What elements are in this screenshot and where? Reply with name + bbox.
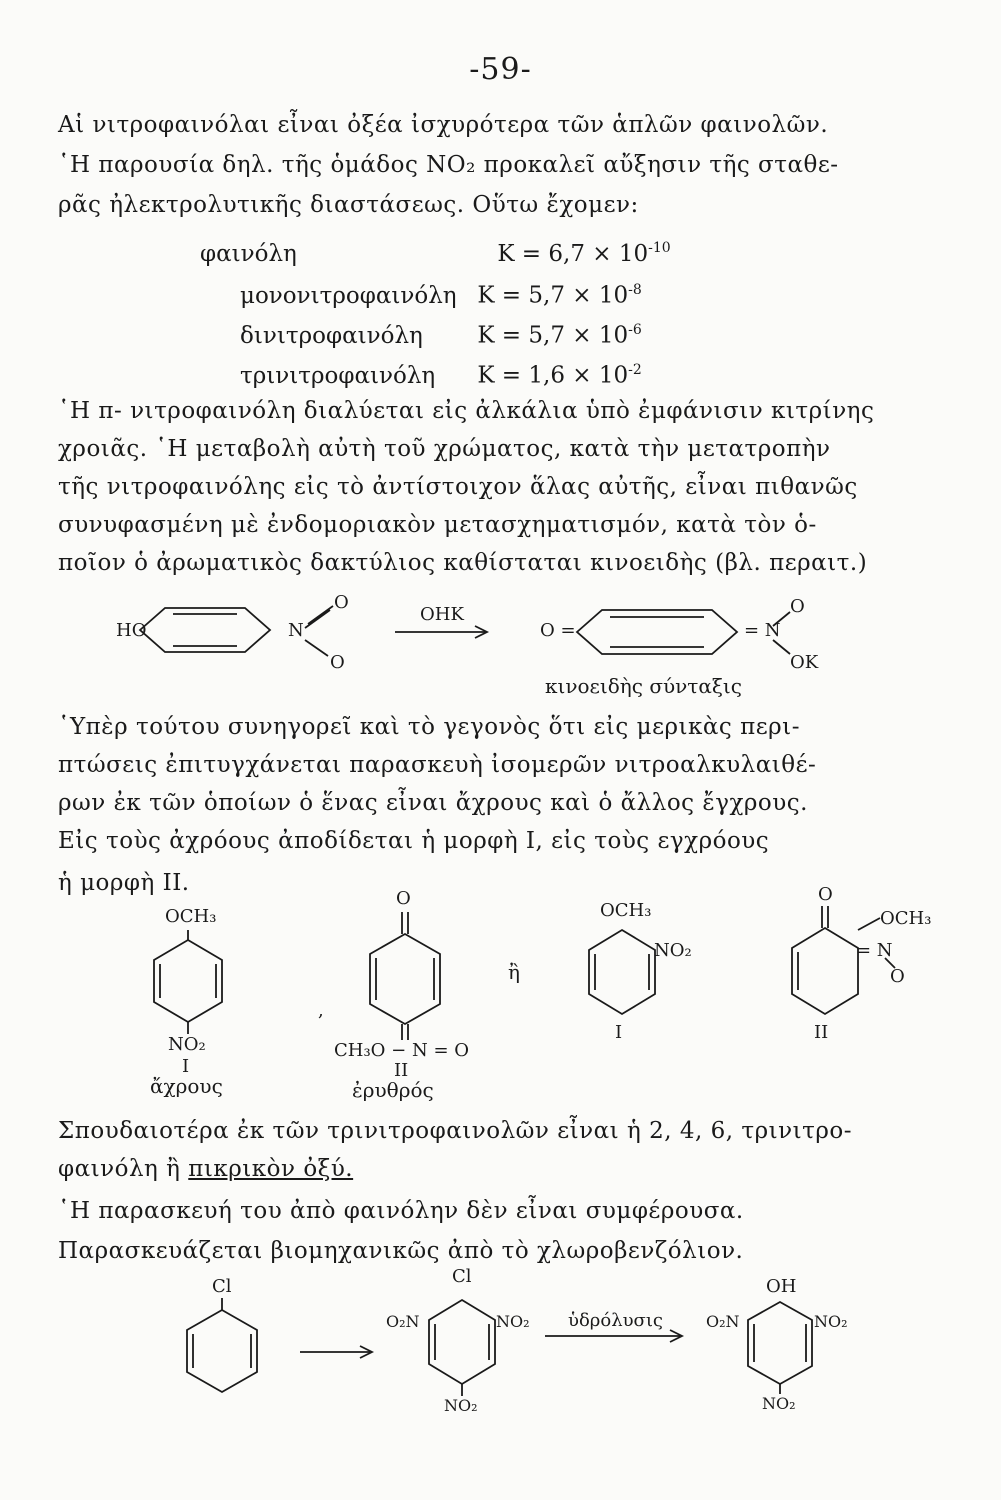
label-roman: I: [615, 1022, 623, 1043]
constant-value: K = 5,7 × 10: [477, 322, 629, 349]
text-span: φαινόλη ἢ: [58, 1156, 181, 1182]
quinoid-ring: [370, 934, 440, 1024]
compound-name: φαινόλη: [200, 240, 297, 267]
text-line: Αἱ νιτροφαινόλαι εἶναι ὀξέα ἰσχυρότερα τῶν ἁπλῶν φαινολῶν.: [58, 112, 829, 138]
text-line: ρᾶς ἠλεκτρολυτικῆς διαστάσεως. Οὕτω ἔχομεν:: [58, 192, 639, 218]
picric-acid-term: πικρικὸν ὀξύ.: [188, 1156, 354, 1182]
label-no2: NO₂: [762, 1394, 796, 1413]
label-och3: OCH₃: [880, 908, 932, 929]
benzene-ring: [589, 930, 655, 1014]
text-line: ρων ἐκ τῶν ὁποίων ὁ ἕνας εἶναι ἄχρους καὶ ὁ ἄλλος ἔγχρους.: [58, 790, 808, 816]
label-o: O: [396, 888, 411, 909]
compound-name: δινιτροφαινόλη: [240, 322, 423, 349]
label-no2: NO₂: [168, 1034, 206, 1055]
benzene-ring: [187, 1310, 257, 1392]
benzene-ring: [429, 1300, 495, 1384]
bond: [305, 640, 328, 656]
bond: [305, 610, 330, 628]
constant-value: K = 5,7 × 10: [477, 282, 629, 309]
label-oh: OH: [766, 1276, 797, 1297]
text-line: Σπουδαιοτέρα ἐκ τῶν τρινιτροφαινολῶν εἶναι ἡ 2, 4, 6, τρινιτρο-: [58, 1118, 852, 1144]
label-n: = N: [744, 620, 781, 641]
label-och3: OCH₃: [165, 906, 217, 927]
label-o: O: [330, 652, 345, 673]
bond: [773, 640, 790, 654]
compound-name: μονονιτροφαινόλη: [240, 282, 457, 309]
label-no2: NO₂: [654, 940, 692, 961]
label-ch3o-n-o: CH₃O − N = O: [334, 1040, 469, 1061]
label-ok: OK: [790, 652, 819, 673]
text-line: ῾Η παρασκευή του ἀπὸ φαινόλην δὲν εἶναι συμφέρουσα.: [58, 1198, 744, 1224]
benzene-ring: [748, 1302, 812, 1384]
text-line: ῾Η π- νιτροφαινόλη διαλύεται εἰς ἀλκάλια ὑπὸ ἐμφάνισιν κιτρίνης: [58, 398, 875, 424]
text-line: ῾Υπὲρ τούτου συνηγορεῖ καὶ τὸ γεγονὸς ὅτι εἰς μερικὰς περι-: [58, 714, 800, 740]
label-o2n: O₂N: [706, 1312, 740, 1331]
text-line: ῾Η παρουσία δηλ. τῆς ὁμάδος NO₂ προκαλεῖ αὔξησιν τῆς σταθε-: [58, 152, 839, 178]
caption: ἄχρους: [150, 1074, 223, 1098]
reagent-label: ὑδρόλυσις: [568, 1310, 663, 1331]
caption: κινοειδὴς σύνταξις: [545, 674, 742, 698]
label-o: O: [790, 596, 805, 617]
label-no2: NO₂: [444, 1396, 478, 1415]
text-line: Παρασκευάζεται βιομηχανικῶς ἀπὸ τὸ χλωροβενζόλιον.: [58, 1238, 744, 1264]
benzene-ring: [154, 940, 222, 1022]
quinoid-ring: [792, 928, 858, 1014]
label-roman: II: [394, 1060, 409, 1081]
constant-exponent: -8: [628, 282, 642, 298]
label-n: N: [288, 620, 304, 641]
label-och3: OCH₃: [600, 900, 652, 921]
caption: ἐρυθρός: [352, 1078, 434, 1102]
text-line: συνυφασμένη μὲ ἐνδομοριακὸν μετασχηματισμόν, κατὰ τὸν ὁ-: [58, 512, 817, 538]
page-number: -59-: [469, 52, 532, 87]
text-line: [58, 1156, 353, 1182]
label-cl: Cl: [452, 1266, 472, 1287]
reagent-label: OHK: [420, 604, 464, 625]
label-roman: II: [814, 1022, 829, 1043]
label-cl: Cl: [212, 1276, 232, 1297]
label-o2n: O₂N: [386, 1312, 420, 1331]
text-line: τῆς νιτροφαινόλης εἰς τὸ ἀντίστοιχον ἅλας αὐτῆς, εἶναι πιθανῶς: [58, 474, 858, 500]
compound-name: τρινιτροφαινόλη: [240, 362, 436, 389]
label-o: O: [890, 966, 905, 987]
label-no2: NO₂: [814, 1312, 848, 1331]
bond: [308, 606, 333, 624]
text-line: ποῖον ὁ ἀρωματικὸς δακτύλιος καθίσταται κινοειδὴς (βλ. περαιτ.): [58, 550, 868, 576]
label-ho: HO: [116, 620, 147, 641]
text-line: Εἰς τοὺς ἀχρόους ἀποδίδεται ἡ μορφὴ I, εἰς τοὺς εγχρόους: [58, 828, 770, 854]
separator: ,: [318, 1000, 324, 1021]
label-n: = N: [856, 940, 893, 961]
text-line: χροιᾶς. ῾Η μεταβολὴ αὐτὴ τοῦ χρώματος, κατὰ τὴν μετατροπὴν: [58, 436, 831, 462]
bond: [858, 918, 880, 930]
label-o: O =: [540, 620, 576, 641]
constant-exponent: -10: [648, 240, 671, 256]
text-line: πτώσεις ἐπιτυγχάνεται παρασκευὴ ἰσομερῶν νιτροαλκυλαιθέ-: [58, 752, 817, 778]
constant-value: K = 6,7 × 10: [497, 240, 649, 267]
or-word: ἢ: [508, 960, 520, 984]
constant-exponent: -6: [628, 322, 642, 338]
constant-exponent: -2: [628, 362, 642, 378]
label-roman: I: [182, 1056, 190, 1077]
label-o: O: [818, 884, 833, 905]
text-line: ἡ μορφὴ II.: [58, 870, 190, 896]
label-no2: NO₂: [496, 1312, 530, 1331]
constant-value: K = 1,6 × 10: [477, 362, 629, 389]
label-o: O: [334, 592, 349, 613]
